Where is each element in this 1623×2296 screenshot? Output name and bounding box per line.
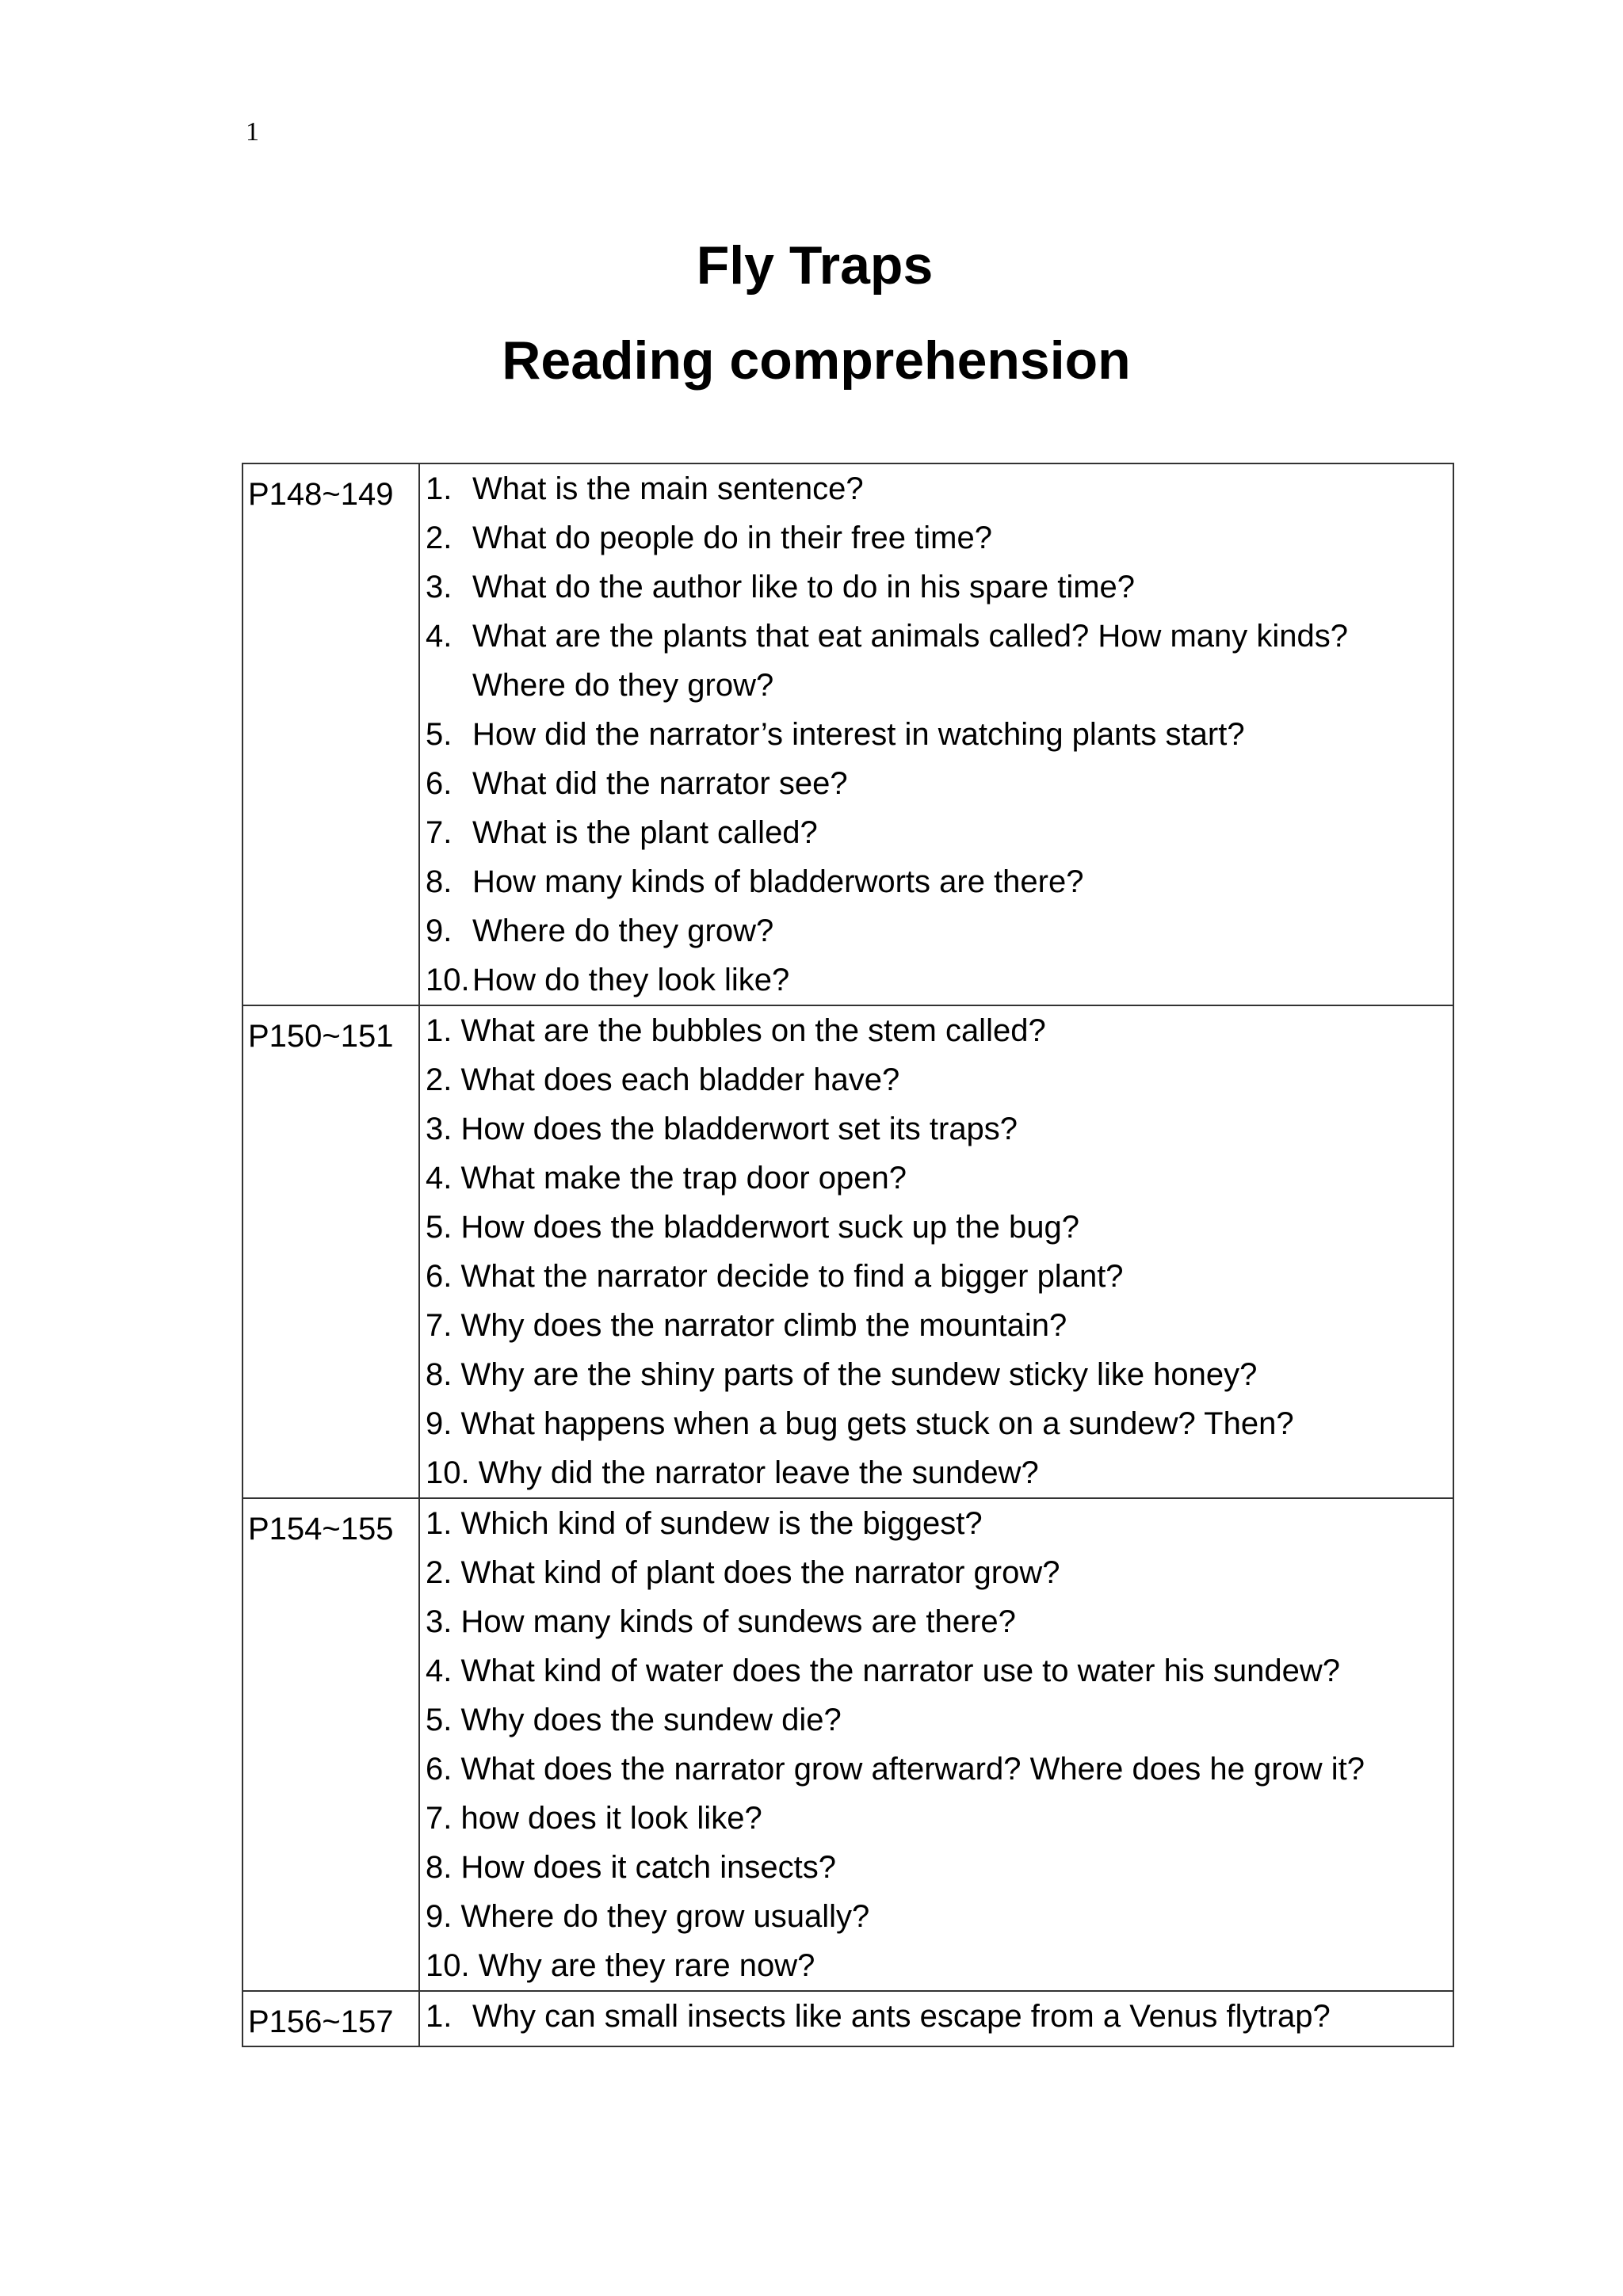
page-range: P156~157 [242, 1991, 419, 2046]
question-list [420, 464, 1453, 1005]
document-subtitle: Reading comprehension [502, 330, 1131, 391]
question-number: 4. [426, 619, 453, 654]
question-text: How do they look like? [472, 963, 790, 997]
question-item: 8. Why are the shiny parts of the sundew sticky like honey? [426, 1357, 1258, 1392]
question-item: 7. Why does the narrator climb the mountain? [426, 1308, 1067, 1343]
question-item: 10. Why are they rare now? [426, 1948, 815, 1983]
question-number: 10. [426, 963, 470, 997]
question-number: 5. [426, 717, 453, 752]
page-range: P148~149 [242, 463, 419, 1005]
question-item [420, 710, 1453, 759]
question-number: 9. [426, 913, 453, 948]
question-cell [419, 1005, 1453, 1498]
question-text: What do people do in their free time? [472, 521, 992, 555]
question-item [420, 759, 1453, 808]
question-item: 5. Why does the sundew die? [426, 1703, 842, 1737]
question-item: 4. What kind of water does the narrator use to water his sundew? [426, 1653, 1340, 1688]
question-number: 8. [426, 864, 453, 899]
question-cell [419, 1991, 1453, 2046]
question-text: How many kinds of bladderworts are there? [472, 864, 1084, 899]
section-row [242, 1991, 1453, 2046]
question-item: 10. Why did the narrator leave the sundew? [426, 1455, 1039, 1490]
question-text: What do the author like to do in his spare time? [472, 570, 1136, 605]
question-item: 2. What does each bladder have? [426, 1062, 900, 1097]
question-text: Where do they grow? [472, 913, 774, 948]
question-item: 6. What does the narrator grow afterward? Where does he grow it? [426, 1752, 1365, 1787]
question-number: 2. [426, 521, 453, 555]
question-item: 7. how does it look like? [426, 1801, 762, 1836]
question-item: 5. How does the bladderwort suck up the bug? [426, 1210, 1079, 1245]
question-item: 6. What the narrator decide to find a bigger plant? [426, 1259, 1124, 1294]
question-item [420, 563, 1453, 612]
question-cell [419, 463, 1453, 1005]
question-continuation: Where do they grow? [472, 668, 774, 703]
page-number: 1 [246, 117, 259, 147]
question-text: How did the narrator’s interest in watching plants start? [472, 717, 1245, 752]
question-number: 3. [426, 570, 453, 605]
question-item: 1. What are the bubbles on the stem called? [426, 1013, 1046, 1048]
document-title: Fly Traps [696, 235, 934, 296]
question-item: 3. How many kinds of sundews are there? [426, 1604, 1016, 1639]
question-item [420, 857, 1453, 906]
question-text: What did the narrator see? [472, 766, 848, 801]
question-text: What are the plants that eat animals called? How many kinds? [472, 619, 1349, 654]
section-row [242, 1005, 1453, 1498]
question-item [420, 906, 1453, 955]
question-item [420, 464, 1453, 513]
question-text: What is the plant called? [472, 815, 818, 850]
question-item [420, 1992, 1453, 2041]
question-list [420, 1499, 1453, 1990]
question-item [420, 513, 1453, 563]
page-range: P150~151 [242, 1005, 419, 1498]
question-item: 4. What make the trap door open? [426, 1161, 907, 1196]
questions-table [242, 463, 1454, 2047]
question-number: 6. [426, 766, 453, 801]
question-text: Why can small insects like ants escape from a Venus flytrap? [472, 1999, 1331, 2034]
question-item: 9. Where do they grow usually? [426, 1899, 870, 1934]
question-list [420, 1992, 1453, 2041]
question-number: 1. [426, 1999, 453, 2034]
section-row [242, 1498, 1453, 1991]
question-item: 2. What kind of plant does the narrator grow? [426, 1555, 1060, 1590]
page-range: P154~155 [242, 1498, 419, 1991]
question-item [420, 808, 1453, 857]
question-number: 1. [426, 471, 453, 506]
question-item: 3. How does the bladderwort set its traps? [426, 1112, 1018, 1146]
question-item [420, 955, 1453, 1005]
question-item: 9. What happens when a bug gets stuck on a sundew? Then? [426, 1406, 1294, 1441]
question-item [420, 612, 1453, 710]
question-item: 1. Which kind of sundew is the biggest? [426, 1506, 983, 1541]
question-list [420, 1006, 1453, 1497]
question-item: 8. How does it catch insects? [426, 1850, 837, 1885]
question-text: What is the main sentence? [472, 471, 864, 506]
question-cell [419, 1498, 1453, 1991]
section-row [242, 463, 1453, 1005]
question-number: 7. [426, 815, 453, 850]
